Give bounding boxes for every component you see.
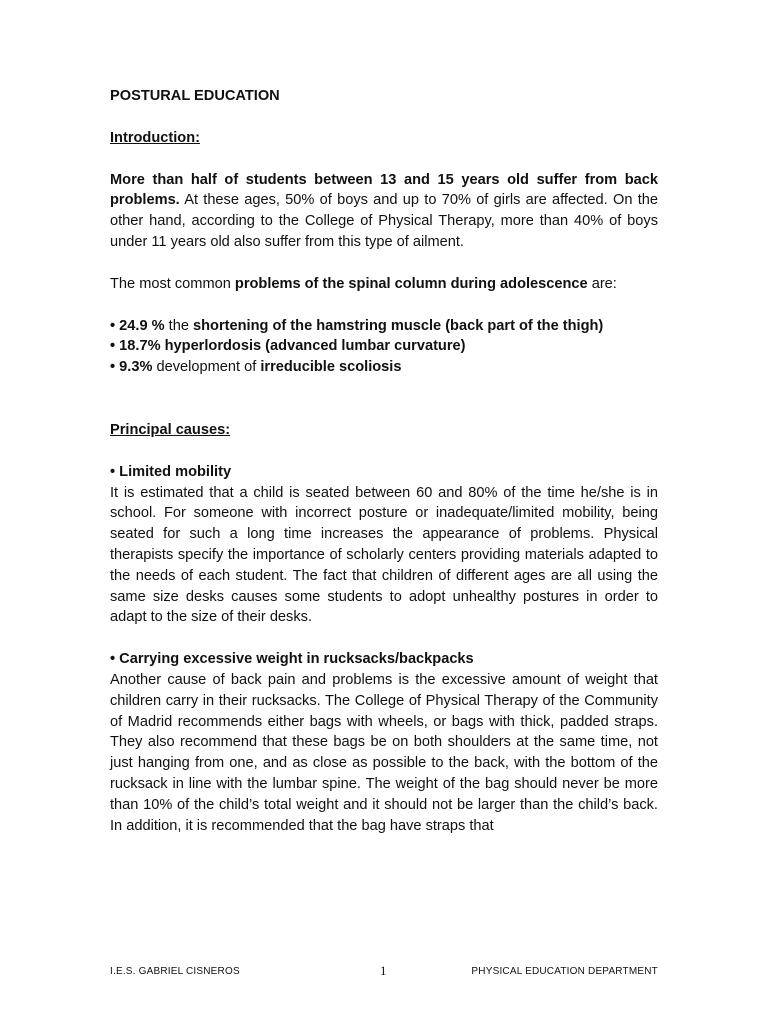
common-bold: problems of the spinal column during adolescence (234, 275, 588, 292)
intro-bold-lead: More than half of students between 13 and 15 years old suffer from back problems. (110, 171, 658, 209)
statistic-item (110, 316, 658, 337)
introduction-paragraph (110, 170, 658, 253)
statistic-connector: development of (152, 359, 261, 376)
bullet-marker: • (110, 338, 120, 355)
common-problems-paragraph (110, 274, 658, 295)
statistic-value: 9.3% (119, 359, 153, 376)
cause-body-limited-mobility: It is estimated that a child is seated between 60 and 80% of the time he/she is in school. For someone with incorrect posture or inadequate/limited mobility, being seated for such a long time increases the appearance of problems. Physical therapists specify the importance of scholarly centers providing materials adapted to the needs of each student. The fact that children of different ages are all using the same size desks causes some students to adopt unhealthy postures in order to adapt to the size of their desks. (110, 484, 658, 626)
statistic-value: 24.9 % (119, 317, 165, 334)
statistic-item (110, 357, 658, 378)
statistics-list (110, 316, 658, 378)
cause-body-excessive-weight: Another cause of back pain and problems is the excessive amount of weight that children carry in their rucksacks. The College of Physical Therapy of the Community of Madrid recommends either bags with wheels, or bags with thick, padded straps. They also recommend that these bags be on both shoulders at the same time, not just hanging from one, and as close as possible to the back, with the bottom of the rucksack in line with the lumbar spine. The weight of the bag should never be more than 10% of the child’s total weight and it should not be larger than the child’s back. In addition, it is recommended that the bag have straps that (110, 671, 658, 834)
principal-causes-heading: Principal causes: (110, 421, 231, 438)
statistic-value: 18.7% (119, 338, 161, 355)
statistic-description: irreducible scoliosis (260, 359, 402, 376)
intro-rest: At these ages, 50% of boys and up to 70% of girls are affected. On the other hand, according to the College of Physical Therapy, more than 40% of boys under 11 years old also suffer from this type of ailment. (110, 192, 658, 250)
statistic-description: hyperlordosis (advanced lumbar curvature) (164, 338, 466, 355)
document-title: POSTURAL EDUCATION (110, 88, 280, 104)
statistic-connector: the (164, 317, 194, 334)
common-suffix: are: (587, 275, 617, 292)
introduction-heading: Introduction: (110, 129, 200, 146)
page-footer (110, 963, 658, 986)
statistic-description: shortening of the hamstring muscle (back part of the thigh) (193, 317, 604, 334)
statistic-item (110, 336, 658, 357)
common-prefix: The most common (110, 275, 235, 292)
footer-department: PHYSICAL EDUCATION DEPARTMENT (471, 966, 658, 977)
document-page (110, 86, 658, 857)
footer-page-number: 1 (380, 963, 387, 978)
cause-heading-excessive-weight: • Carrying excessive weight in rucksacks/backpacks (110, 651, 474, 668)
footer-school-name: I.E.S. GABRIEL CISNEROS (110, 966, 240, 977)
bullet-marker: • (110, 359, 120, 376)
cause-heading-limited-mobility: • Limited mobility (110, 463, 232, 480)
bullet-marker: • (110, 317, 120, 334)
